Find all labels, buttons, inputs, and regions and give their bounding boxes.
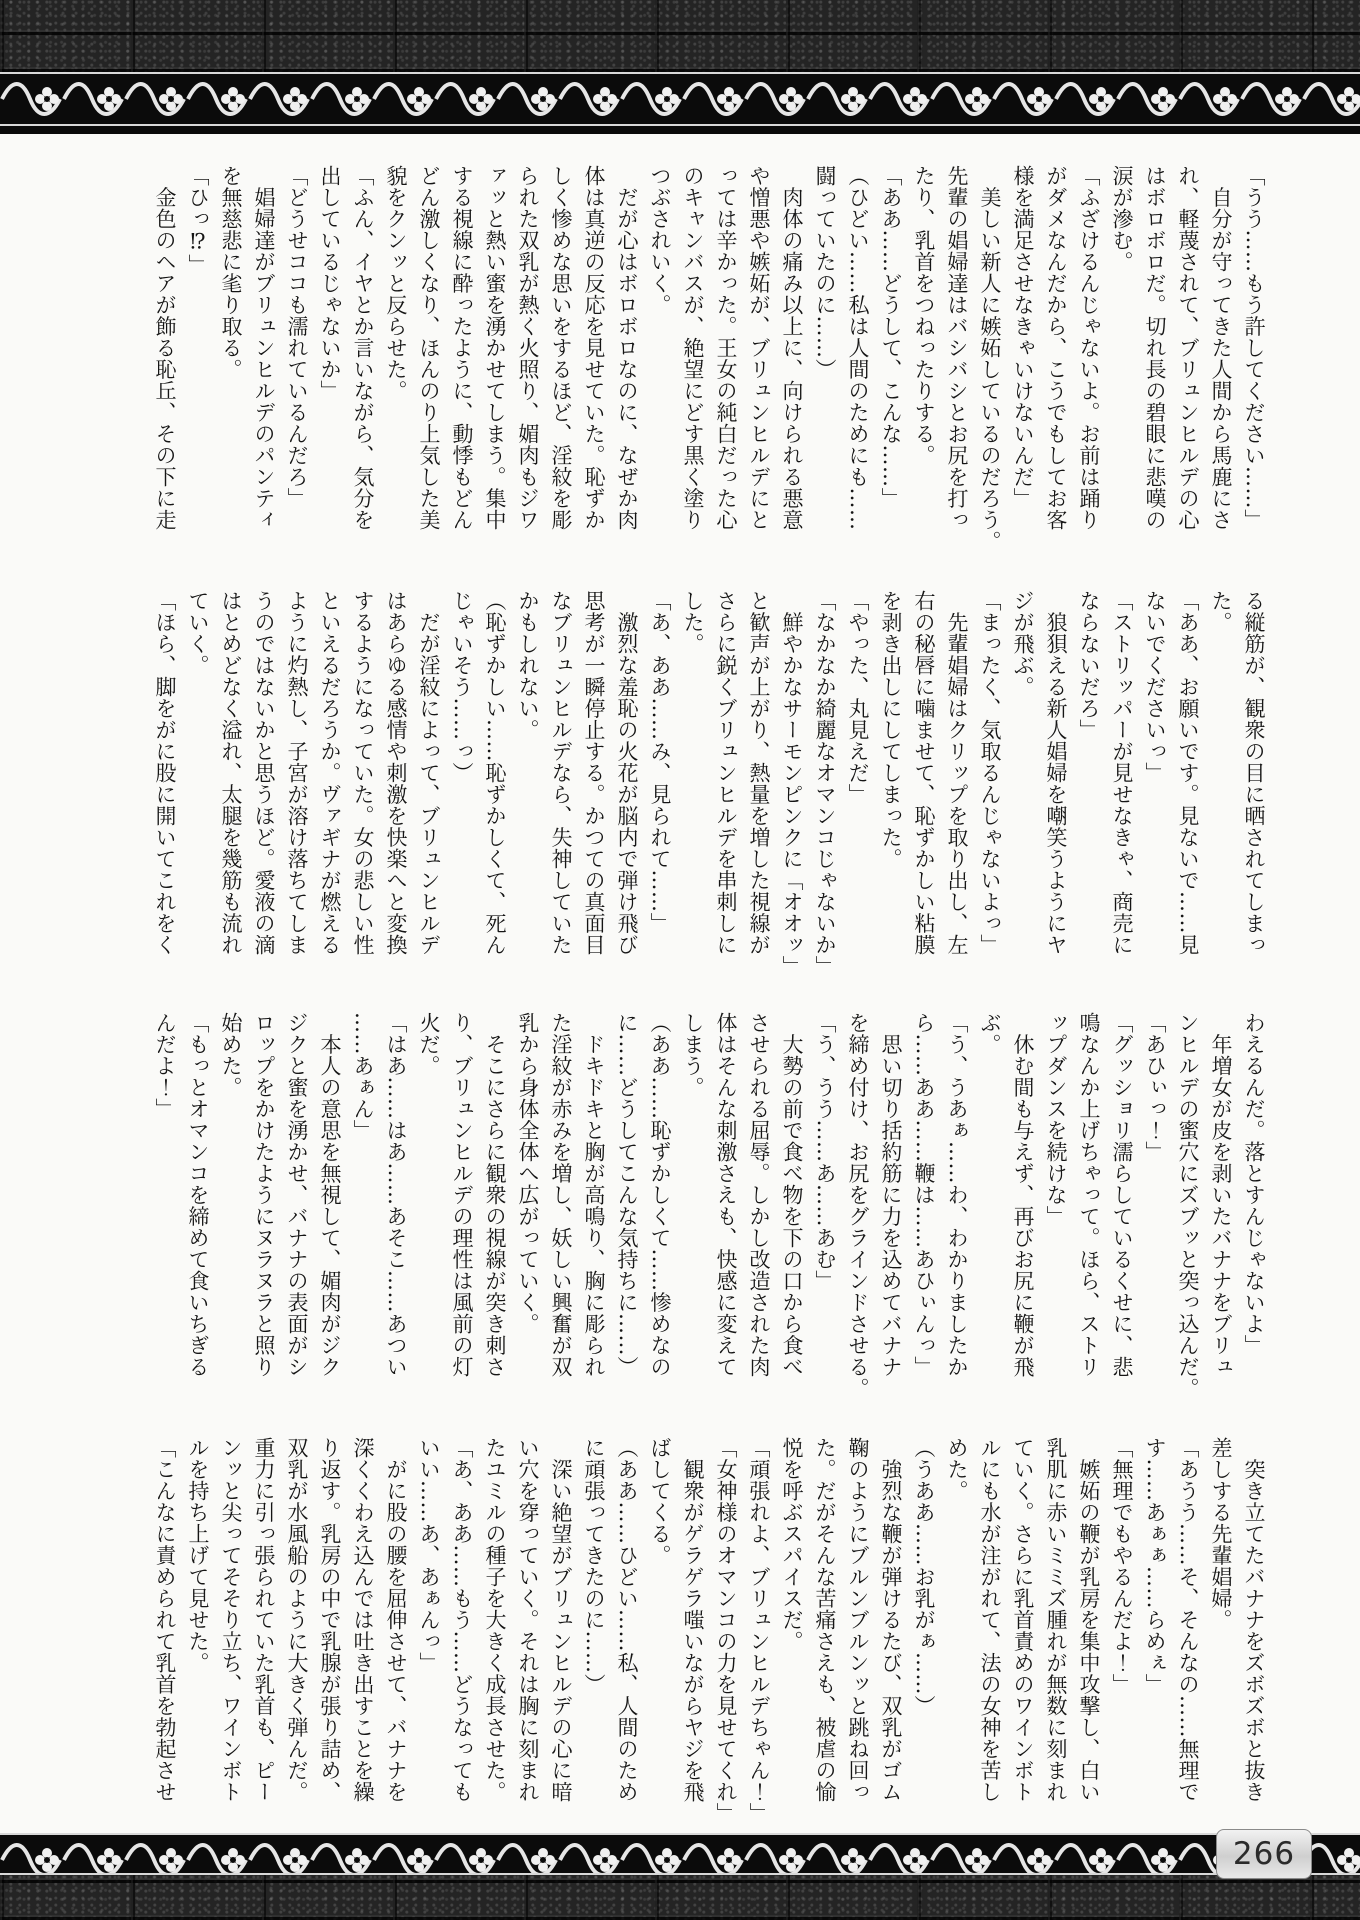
text-column: がに股の腰を屈伸させて、バナナを — [384, 1437, 408, 1803]
text-column: 「うう……もう許してください……」 — [1242, 165, 1266, 531]
text-column: がダメなんだから、こうでもしてお客 — [1044, 165, 1068, 531]
text-column: ないでくださいっ」 — [1143, 590, 1167, 784]
text-column: や憎悪や嫉妬が、ブリュンヒルデにと — [747, 165, 771, 531]
text-column: 鳴なんか上げちゃって。ほら、ストリ — [1077, 1012, 1101, 1378]
text-column: 「あ、ああ……み、見られて……」 — [648, 590, 672, 934]
text-column: 「ひっ⁉」 — [186, 165, 210, 276]
text-column: 始めた。 — [219, 1012, 243, 1098]
text-column: を剥き出しにしてしまった。 — [879, 590, 903, 870]
text-column: ドキドキと胸が高鳴り、胸に彫られ — [582, 1012, 606, 1378]
text-column: 「あ、ああ……もう……どうなっても — [450, 1437, 474, 1803]
text-column: れ、軽蔑されて、ブリュンヒルデの心 — [1176, 165, 1200, 531]
text-column: り、ブリュンヒルデの理性は風前の灯 — [450, 1012, 474, 1378]
text-column: 鞠のようにブルンブルンッと跳ね回っ — [846, 1437, 870, 1803]
text-column: 闘っていたのに……） — [813, 165, 837, 380]
text-column: ぶ。 — [978, 1012, 1002, 1055]
text-column: 深い絶望がブリュンヒルデの心に暗 — [549, 1437, 573, 1803]
text-column: 「無理でもやるんだよ！」 — [1110, 1437, 1134, 1695]
text-column: 「なかなか綺麗なオマンコじゃないか」 — [813, 590, 837, 977]
text-column: 「あひぃっ！」 — [1143, 1012, 1167, 1163]
text-column: ルを持ち上げて見せた。 — [186, 1437, 210, 1674]
text-column: 「こんなに責められて乳首を勃起させ — [153, 1437, 177, 1803]
text-column: させられる屈辱。しかし改造された肉 — [747, 1012, 771, 1378]
text-column: そこにさらに観衆の視線が突き刺さ — [483, 1012, 507, 1378]
text-column: した。 — [681, 590, 705, 655]
text-column: （恥ずかしい……恥ずかしくて、死ん — [483, 590, 507, 956]
text-column: 乳肌に赤いミミズ腫れが無数に刻まれ — [1044, 1437, 1068, 1803]
text-column: 「どうせココも濡れているんだろ」 — [285, 165, 309, 509]
text-column: 「ストリッパーが見せなきゃ、商売に — [1110, 590, 1134, 956]
text-column: （ひどい……私は人間のためにも…… — [846, 165, 870, 531]
text-column: い穴を穿っていく。それは胸に刻まれ — [516, 1437, 540, 1803]
text-column: ンヒルデの蜜穴にズブッと突っ込んだ。 — [1176, 1012, 1200, 1399]
text-column: を締め付け、お尻をグラインドさせる。 — [846, 1012, 870, 1399]
black-separator-bar — [0, 126, 1360, 134]
text-column: いい……あ、あぁんっ」 — [417, 1437, 441, 1674]
text-column: だが淫紋によって、ブリュンヒルデ — [417, 590, 441, 956]
text-column: 乳から身体全体へ広がっていく。 — [516, 1012, 540, 1335]
text-column: 「やった、丸見えだ」 — [846, 590, 870, 805]
text-band-2 — [140, 590, 1270, 977]
text-column: 大勢の前で食べ物を下の口から食べ — [780, 1012, 804, 1378]
text-column: た。 — [1209, 590, 1233, 633]
text-column: 体はそんな刺激さえも、快感に変えて — [714, 1012, 738, 1378]
text-column: 火だ。 — [417, 1012, 441, 1077]
text-column: 「う、うあぁ……わ、わかりましたか — [945, 1012, 969, 1378]
text-column: ジが飛ぶ。 — [1011, 590, 1035, 698]
text-column: た淫紋が赤みを増し、妖しい興奮が双 — [549, 1012, 573, 1378]
text-column: ルにも水が注がれて、法の女神を苦し — [978, 1437, 1002, 1803]
page-number: 266 — [1232, 1836, 1296, 1872]
brick-wall-texture-top — [0, 0, 1360, 72]
text-column: を無慈悲に毟り取る。 — [219, 165, 243, 380]
text-column: 娼婦達がブリュンヒルデのパンティ — [252, 165, 276, 531]
text-column: 涙が滲む。 — [1110, 165, 1134, 273]
floral-chain-pattern — [0, 74, 1360, 124]
text-column: 突き立てたバナナをズボズボと抜き — [1242, 1437, 1266, 1803]
text-column: 「頑張れよ、ブリュンヒルデちゃん！」 — [747, 1437, 771, 1824]
text-column: 「ほら、脚をがに股に開いてこれをく — [153, 590, 177, 956]
text-column: さらに鋭くブリュンヒルデを串刺しに — [714, 590, 738, 956]
brick-wall-texture-bottom — [0, 1875, 1360, 1920]
page-number-badge — [1216, 1829, 1312, 1879]
text-column: かもしれない。 — [516, 590, 540, 741]
text-column: はボロボロだ。切れ長の碧眼に悲嘆の — [1143, 165, 1167, 531]
text-column: はあらゆる感情や刺激を快楽へと変換 — [384, 590, 408, 956]
text-column: たり、乳首をつねったりする。 — [912, 165, 936, 466]
text-column: た。だがそんな苦痛さえも、被虐の愉 — [813, 1437, 837, 1803]
text-column: ばしてくる。 — [648, 1437, 672, 1566]
text-column: っては辛かった。王女の純白だった心 — [714, 165, 738, 531]
text-column: ように灼熱し、子宮が溶け落ちてしま — [285, 590, 309, 956]
ornamental-border-top — [0, 72, 1360, 126]
text-column: じゃいそう……っ） — [450, 590, 474, 784]
text-column: だが心はボロボロなのに、なぜか肉 — [615, 165, 639, 531]
text-column: 重力に引っ張られていた乳首も、ピー — [252, 1437, 276, 1803]
text-column: 「ああ……どうして、こんな……」 — [879, 165, 903, 509]
text-column: 貌をクンッと反らせた。 — [384, 165, 408, 402]
text-band-4 — [140, 1437, 1270, 1824]
text-column: る縦筋が、観衆の目に晒されてしまっ — [1242, 590, 1266, 956]
text-column: といえるだろうか。ヴァギナが燃える — [318, 590, 342, 956]
text-column: 「ふん、イヤとか言いながら、気分を — [351, 165, 375, 531]
text-column: 狼狽える新人娼婦を嘲笑うようにヤ — [1044, 590, 1068, 956]
text-column: ップダンスを続けな」 — [1044, 1012, 1068, 1227]
text-column: 先輩娼婦はクリップを取り出し、左 — [945, 590, 969, 956]
text-column: するようになっていた。女の悲しい性 — [351, 590, 375, 956]
text-column: 休む間も与えず、再びお尻に鞭が飛 — [1011, 1012, 1035, 1378]
text-column: 激烈な羞恥の火花が脳内で弾け飛び — [615, 590, 639, 956]
text-column: ならないだろ」 — [1077, 590, 1101, 741]
text-column: に頑張ってきたのに……） — [582, 1437, 606, 1695]
text-column: めた。 — [945, 1437, 969, 1502]
text-column: 思い切り括約筋に力を込めてバナナ — [879, 1012, 903, 1378]
text-column: 「う、うう……あ……あむ」 — [813, 1012, 837, 1292]
text-column: ら……ああ……鞭は……あひぃんっ」 — [912, 1012, 936, 1378]
text-column: 「女神様のオマンコの力を見せてくれ」 — [714, 1437, 738, 1824]
text-column: す……あぁぁ……らめぇ」 — [1143, 1437, 1167, 1695]
text-column: 「ああ、お願いです。見ないで……見 — [1176, 590, 1200, 956]
text-column: 肉体の痛み以上に、向けられる悪意 — [780, 165, 804, 531]
text-column: り返す。乳房の中で乳腺が張り詰め、 — [318, 1437, 342, 1803]
text-column: 様を満足させなきゃいけないんだ」 — [1011, 165, 1035, 509]
text-band-3 — [140, 1012, 1270, 1399]
text-column: する視線に酔ったように、動悸もどん — [450, 165, 474, 531]
text-column: 「ふざけるんじゃないよ。お前は踊り — [1077, 165, 1101, 531]
text-column: しまう。 — [681, 1012, 705, 1098]
text-column: うのではないかと思うほど。愛液の滴 — [252, 590, 276, 956]
text-column: （ああ……恥ずかしくて……惨めなの — [648, 1012, 672, 1378]
text-column: たユミルの種子を大きく成長させた。 — [483, 1437, 507, 1803]
text-band-1 — [140, 165, 1270, 552]
text-column: ていく。さらに乳首責めのワインボト — [1011, 1437, 1035, 1803]
text-column: られた双乳が熱く火照り、媚肉もジワ — [516, 165, 540, 531]
text-column: 美しい新人に嫉妬しているのだろう。 — [978, 165, 1002, 552]
text-column: 双乳が水風船のように大きく弾んだ。 — [285, 1437, 309, 1803]
text-column: ジクと蜜を湧かせ、バナナの表面がシ — [285, 1012, 309, 1378]
text-column: （うああ……お乳がぁ……） — [912, 1437, 936, 1717]
text-column: ァッと熱い蜜を湧かせてしまう。集中 — [483, 165, 507, 531]
text-column: 本人の意思を無視して、媚肉がジク — [318, 1012, 342, 1378]
text-column: なブリュンヒルデなら、失神していた — [549, 590, 573, 956]
text-column: 強烈な鞭が弾けるたび、双乳がゴム — [879, 1437, 903, 1803]
text-column: ていく。 — [186, 590, 210, 676]
text-column: 自分が守ってきた人間から馬鹿にさ — [1209, 165, 1233, 531]
text-column: わえるんだ。落とすんじゃないよ」 — [1242, 1012, 1266, 1356]
text-column: 差しする先輩娼婦。 — [1209, 1437, 1233, 1631]
text-column: ……あぁん」 — [351, 1012, 375, 1141]
text-column: 深くくわえ込んでは吐き出すことを繰 — [351, 1437, 375, 1803]
text-column: 思考が一瞬停止する。かつての真面目 — [582, 590, 606, 956]
text-column: ンッと尖ってそそり立ち、ワインボト — [219, 1437, 243, 1803]
text-column: 嫉妬の鞭が乳房を集中攻撃し、白い — [1077, 1437, 1101, 1803]
text-column: 観衆がゲラゲラ嗤いながらヤジを飛 — [681, 1437, 705, 1803]
text-column: 「あうう……そ、そんなの……無理で — [1176, 1437, 1200, 1803]
text-column: どん激しくなり、ほんのり上気した美 — [417, 165, 441, 531]
text-column: 「もっとオマンコを締めて食いちぎる — [186, 1012, 210, 1378]
text-column: 出しているじゃないか」 — [318, 165, 342, 402]
floral-chain-pattern — [0, 1835, 1360, 1873]
text-column: 先輩の娼婦達はバシバシとお尻を打っ — [945, 165, 969, 531]
text-column: 「まったく、気取るんじゃないよっ」 — [978, 590, 1002, 956]
text-column: つぶされいく。 — [648, 165, 672, 316]
text-column: ロップをかけたようにヌラヌラと照り — [252, 1012, 276, 1378]
text-column: 金色のヘアが飾る恥丘、その下に走 — [153, 165, 177, 531]
text-column: 「はあ……はあ……あそこ……あつい — [384, 1012, 408, 1378]
text-column: 「グッショリ濡らしているくせに、悲 — [1110, 1012, 1134, 1378]
text-column: 鮮やかなサーモンピンクに「オオッ」 — [780, 590, 804, 977]
text-column: に……どうしてこんな気持ちに……） — [615, 1012, 639, 1378]
text-column: 年増女が皮を剥いたバナナをブリュ — [1209, 1012, 1233, 1378]
text-column: 右の秘唇に噛ませて、恥ずかしい粘膜 — [912, 590, 936, 956]
text-column: と歓声が上がり、熱量を増した視線が — [747, 590, 771, 956]
text-column: 悦を呼ぶスパイスだ。 — [780, 1437, 804, 1652]
text-column: しく惨めな思いをするほど、淫紋を彫 — [549, 165, 573, 531]
text-column: のキャンバスが、絶望にどす黒く塗り — [681, 165, 705, 531]
text-column: んだよ！」 — [153, 1012, 177, 1120]
ornamental-border-bottom — [0, 1833, 1360, 1875]
text-column: はとめどなく溢れ、太腿を幾筋も流れ — [219, 590, 243, 956]
text-column: （ああ……ひどい……私、人間のため — [615, 1437, 639, 1803]
text-column: 体は真逆の反応を見せていた。恥ずか — [582, 165, 606, 531]
